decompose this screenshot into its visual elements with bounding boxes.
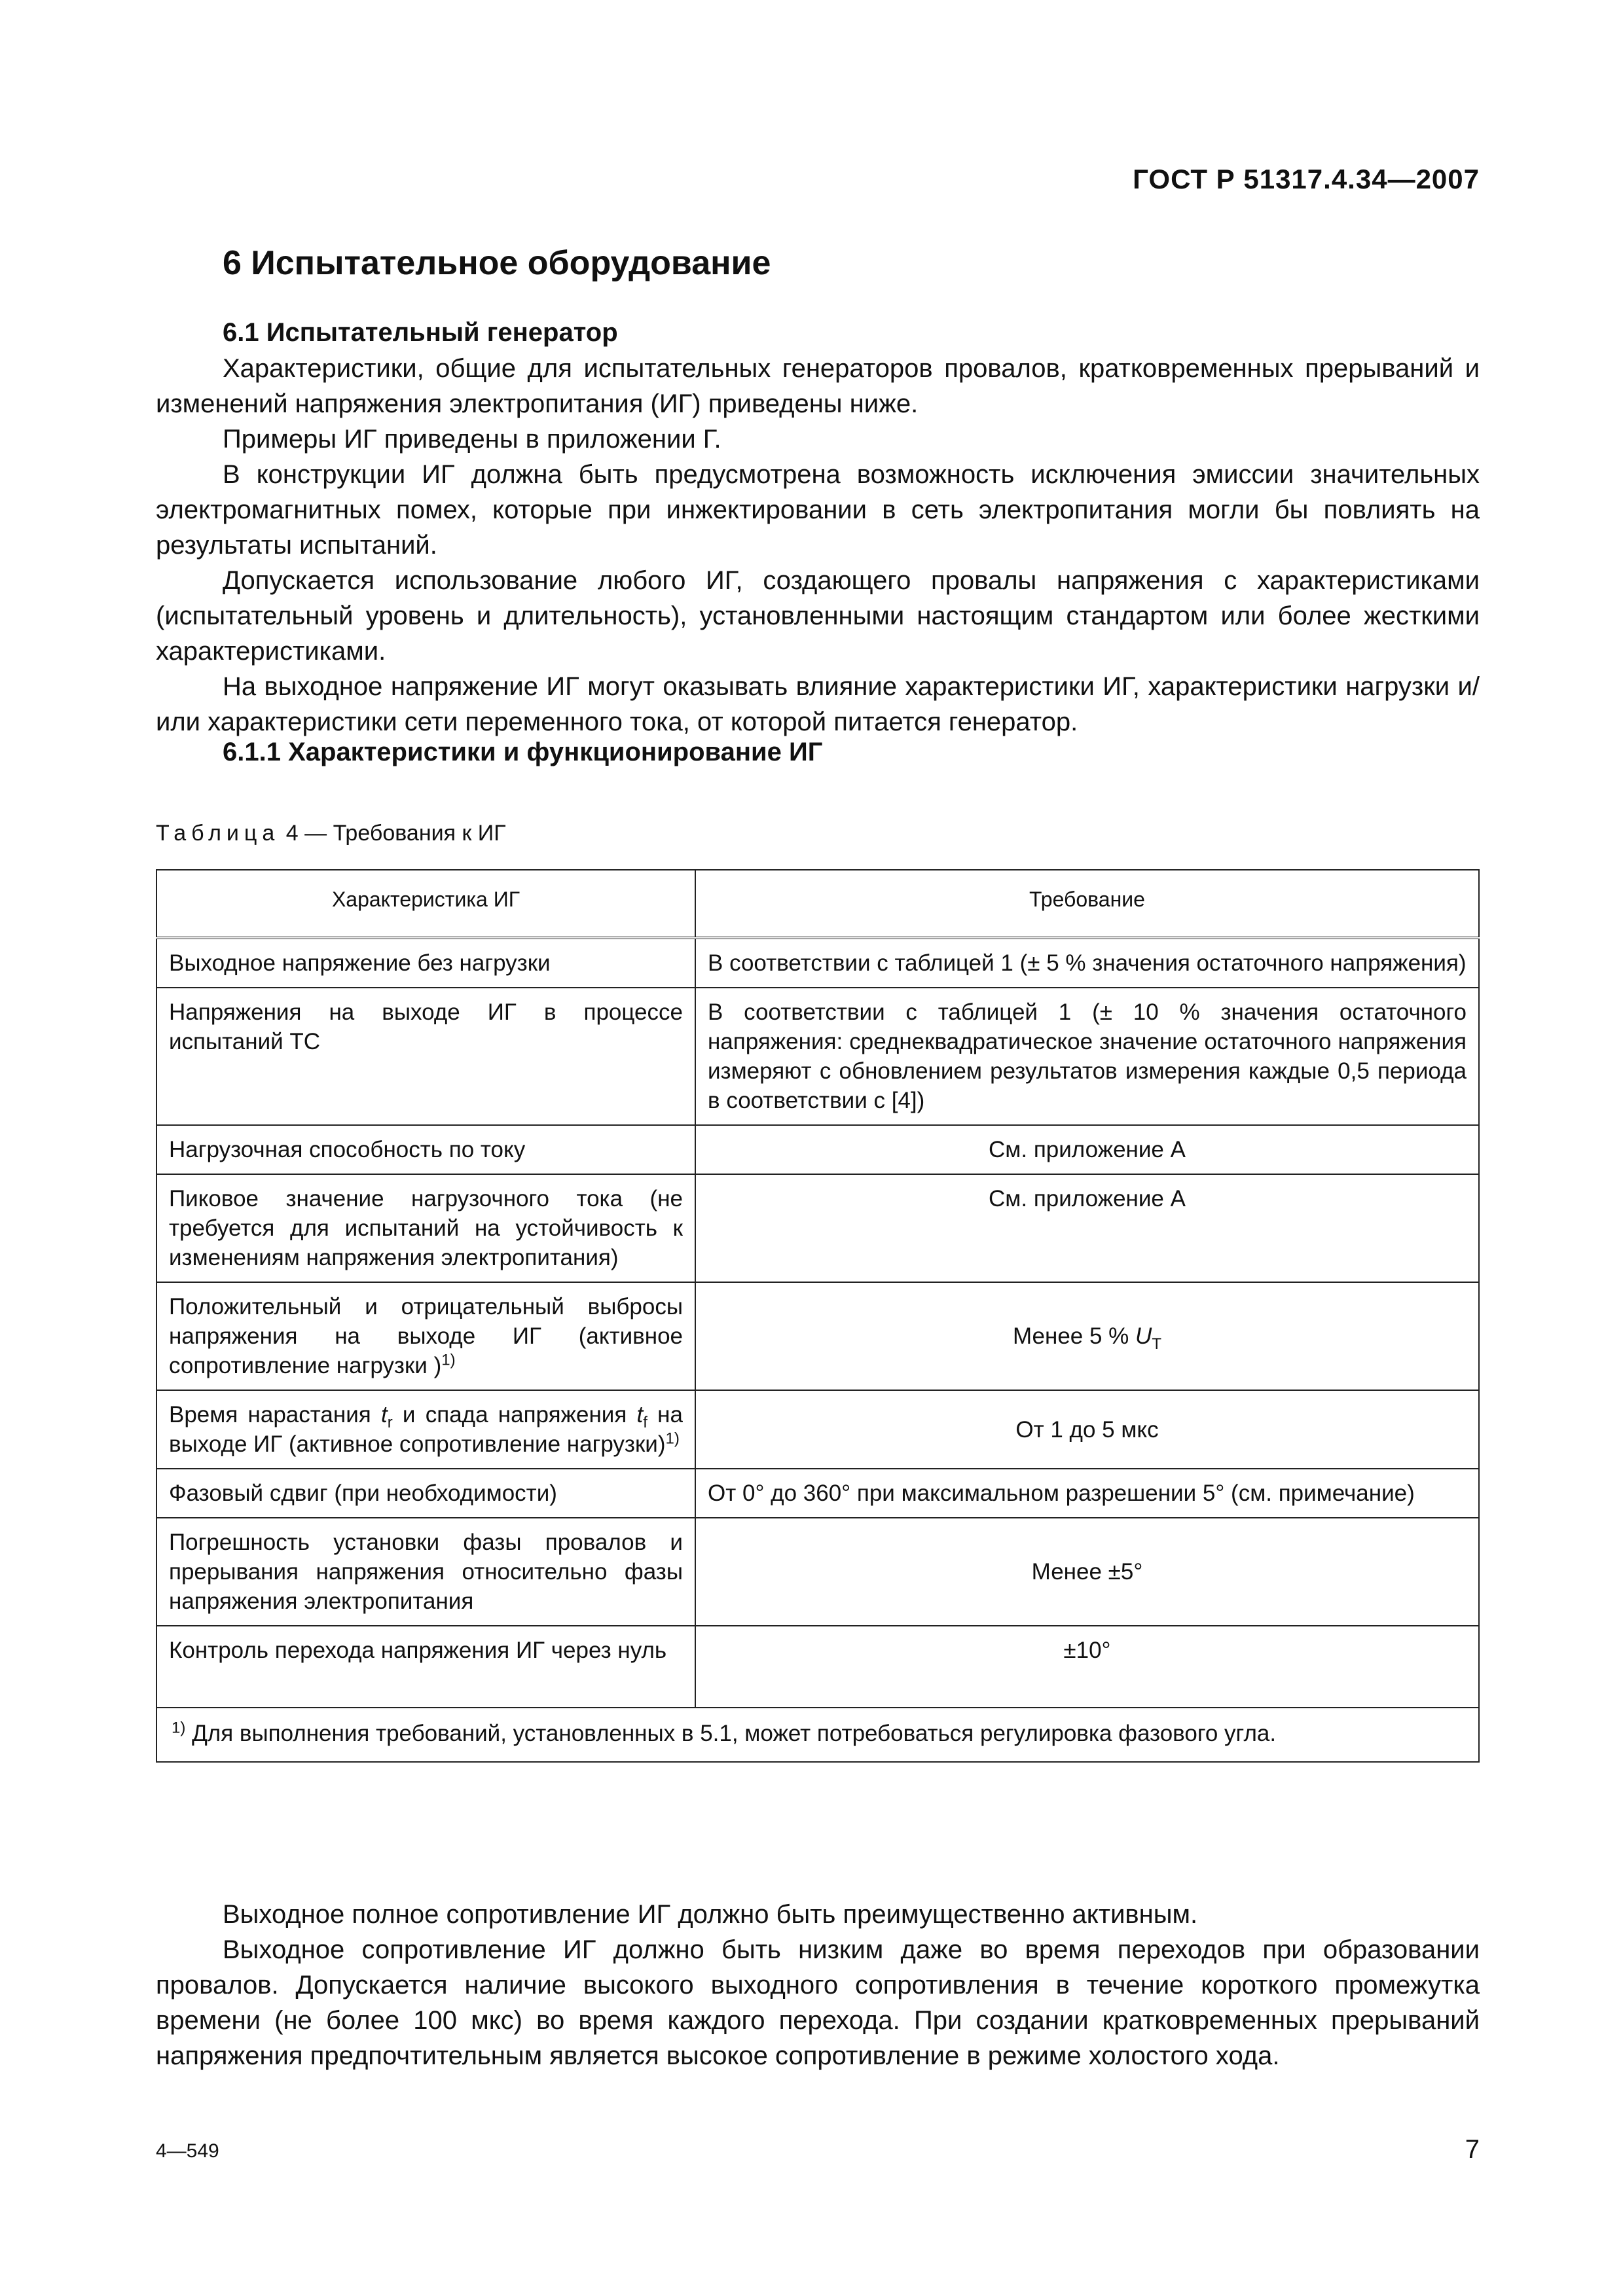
variable-t: t xyxy=(380,1402,388,1427)
table-cell: Фазовый сдвиг (при необходимости) xyxy=(156,1469,695,1518)
after-table-body xyxy=(156,1897,1480,2073)
requirements-table xyxy=(156,869,1480,1763)
table-cell xyxy=(695,1282,1479,1390)
column-header: Характеристика ИГ xyxy=(156,870,695,938)
table-caption xyxy=(156,821,506,846)
footnote-mark: 1) xyxy=(172,1719,186,1737)
table-caption-text: 4 — Требования к ИГ xyxy=(285,821,506,846)
table-row xyxy=(156,988,1479,1125)
table-row xyxy=(156,1469,1479,1518)
table-row xyxy=(156,1390,1479,1469)
table-cell: Нагрузочная способность по току xyxy=(156,1125,695,1174)
table-cell: См. приложение А xyxy=(695,1125,1479,1174)
paragraph: Примеры ИГ приведены в приложении Г. xyxy=(223,425,721,454)
table-cell: От 0° до 360° при максимальном разрешении 5° (см. примечание) xyxy=(695,1469,1479,1518)
table-cell: См. приложение А xyxy=(695,1174,1479,1282)
variable-subscript: r xyxy=(387,1414,393,1431)
table-row xyxy=(156,938,1479,988)
cell-text: Положительный и отрицательный выбросы напряжения на выходе ИГ (активное сопротивление нагрузки ) xyxy=(169,1294,683,1378)
table-cell xyxy=(156,1282,695,1390)
table-caption-prefix: Таблица xyxy=(156,821,280,846)
page-number: 7 xyxy=(1465,2135,1480,2164)
table-cell: Менее ±5° xyxy=(695,1518,1479,1626)
table-header-row xyxy=(156,870,1479,938)
variable-subscript: T xyxy=(1152,1335,1161,1353)
table-note xyxy=(156,1708,1479,1762)
paragraph: Характеристики, общие для испытательных генераторов провалов, кратковременных прерываний и изменений напряжения электропитания (ИГ) приведены ниже. xyxy=(156,354,1480,418)
variable-u: U xyxy=(1135,1323,1152,1349)
table-cell: От 1 до 5 мкс xyxy=(695,1390,1479,1469)
paragraph: На выходное напряжение ИГ могут оказывать влияние характеристики ИГ, характеристики нагрузки и/или характеристики сети переменного тока, от которой питается генератор. xyxy=(156,672,1480,736)
table-cell: Контроль перехода напряжения ИГ через нуль xyxy=(156,1626,695,1708)
paragraph: Выходное полное сопротивление ИГ должно быть преимущественно активным. xyxy=(223,1900,1198,1929)
subsubsection-title: 6.1.1 Характеристики и функционирование ИГ xyxy=(223,738,823,766)
column-header: Требование xyxy=(695,870,1479,938)
table-cell: Пиковое значение нагрузочного тока (не требуется для испытаний на устойчивость к изменениям напряжения электропитания) xyxy=(156,1174,695,1282)
footer-code: 4—549 xyxy=(156,2140,219,2162)
table-cell: Выходное напряжение без нагрузки xyxy=(156,938,695,988)
table-row xyxy=(156,1518,1479,1626)
subsection-title: 6.1 Испытательный генератор xyxy=(223,318,618,347)
table-row xyxy=(156,1125,1479,1174)
footnote-mark: 1) xyxy=(441,1351,456,1369)
table-cell: Напряжения на выходе ИГ в процессе испытаний ТС xyxy=(156,988,695,1125)
footnote-mark: 1) xyxy=(665,1429,680,1448)
table-row xyxy=(156,1626,1479,1708)
table-cell: ±10° xyxy=(695,1626,1479,1708)
section-body xyxy=(156,351,1480,740)
paragraph: Выходное сопротивление ИГ должно быть низким даже во время переходов при образовании провалов. Допускается наличие высокого выходного сопротивления в течение короткого промежутка времени (не более 100 мкс) во время каждого перехода. При создании кратковременных прерываний напряжения предпочтительным является высокое сопротивление в режиме холостого хода. xyxy=(156,1935,1480,2070)
document-code: ГОСТ Р 51317.4.34—2007 xyxy=(1133,164,1480,194)
section-title: 6 Испытательное оборудование xyxy=(223,244,771,282)
table-cell: В соответствии с таблицей 1 (± 5 % значения остаточного напряжения) xyxy=(695,938,1479,988)
table-cell xyxy=(156,1390,695,1469)
paragraph: Допускается использование любого ИГ, создающего провалы напряжения с характеристиками (испытательный уровень и длительность), установленными настоящим стандартом или более жесткими характеристиками. xyxy=(156,566,1480,666)
table-cell: Погрешность установки фазы провалов и прерывания напряжения относительно фазы напряжения электропитания xyxy=(156,1518,695,1626)
table-row xyxy=(156,1282,1479,1390)
table-cell: В соответствии с таблицей 1 (± 10 % значения остаточного напряжения: среднеквадратическое значение остаточного напряжения измеряют с обновлением результатов измерения каждые 0,5 периода в соответствии с [4]) xyxy=(695,988,1479,1125)
cell-text: Менее 5 % xyxy=(1013,1323,1136,1349)
variable-t: t xyxy=(636,1402,644,1427)
cell-text: Время нарастания xyxy=(169,1402,381,1427)
table-row xyxy=(156,1174,1479,1282)
note-text: Для выполнения требований, установленных в 5.1, может потребоваться регулировка фазового угла. xyxy=(185,1721,1277,1746)
variable-subscript: f xyxy=(643,1414,647,1431)
paragraph: В конструкции ИГ должна быть предусмотрена возможность исключения эмиссии значительных электромагнитных помех, которые при инжектировании в сеть электропитания могли бы повлиять на результаты испытаний. xyxy=(156,460,1480,560)
cell-text: на выходе ИГ (активное сопротивление нагрузки) xyxy=(169,1402,683,1457)
table-note-row xyxy=(156,1708,1479,1762)
cell-text: и спада напряжения xyxy=(392,1402,637,1427)
